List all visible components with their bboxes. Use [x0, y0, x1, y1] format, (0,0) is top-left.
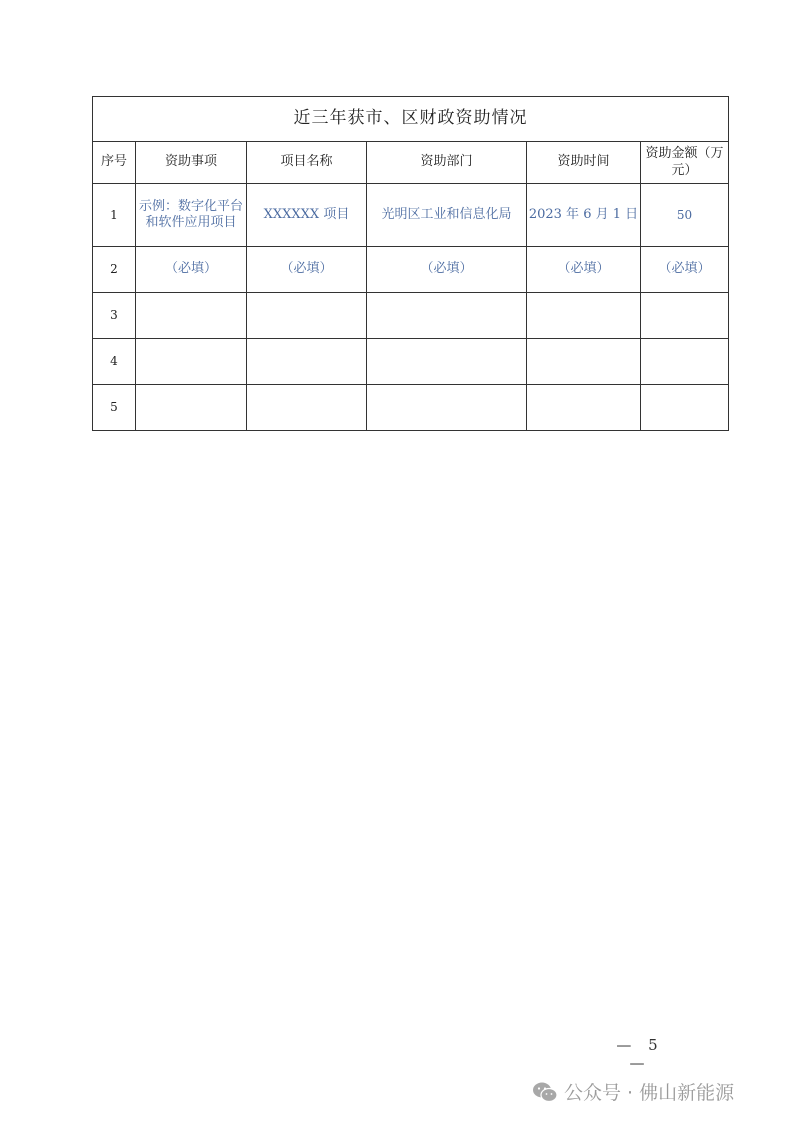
cell-seq: 3: [93, 293, 136, 339]
cell-amount: 50: [641, 184, 729, 247]
cell-seq: 1: [93, 184, 136, 247]
cell-time: （必填）: [527, 247, 641, 293]
cell-project-name: XXXXXX 项目: [247, 184, 367, 247]
cell-project-name[interactable]: [247, 385, 367, 431]
cell-item: （必填）: [136, 247, 247, 293]
cell-item: 示例：数字化平台和软件应用项目: [136, 184, 247, 247]
cell-department[interactable]: [367, 293, 527, 339]
page-number: — 5 —: [616, 1036, 664, 1072]
cell-project-name[interactable]: [247, 339, 367, 385]
header-department: 资助部门: [367, 142, 527, 184]
table-row: [93, 385, 729, 431]
header-amount: 资助金额（万元）: [641, 142, 729, 184]
cell-amount[interactable]: [641, 339, 729, 385]
cell-project-name: （必填）: [247, 247, 367, 293]
cell-amount: （必填）: [641, 247, 729, 293]
header-item: 资助事项: [136, 142, 247, 184]
cell-time[interactable]: [527, 293, 641, 339]
watermark-text: 公众号 · 佛山新能源: [564, 1082, 735, 1104]
cell-project-name[interactable]: [247, 293, 367, 339]
cell-time[interactable]: [527, 385, 641, 431]
table-row: [93, 184, 729, 247]
cell-time: 2023 年 6 月 1 日: [527, 184, 641, 247]
cell-department[interactable]: [367, 385, 527, 431]
table-title: 近三年获市、区财政资助情况: [93, 97, 729, 142]
cell-department[interactable]: [367, 339, 527, 385]
header-seq: 序号: [93, 142, 136, 184]
cell-department: 光明区工业和信息化局: [367, 184, 527, 247]
cell-seq: 2: [93, 247, 136, 293]
cell-amount[interactable]: [641, 293, 729, 339]
cell-seq: 5: [93, 385, 136, 431]
cell-item[interactable]: [136, 293, 247, 339]
table-row: [93, 339, 729, 385]
cell-item[interactable]: [136, 385, 247, 431]
header-project-name: 项目名称: [247, 142, 367, 184]
header-time: 资助时间: [527, 142, 641, 184]
table-row: [93, 293, 729, 339]
cell-amount[interactable]: [641, 385, 729, 431]
cell-department: （必填）: [367, 247, 527, 293]
wechat-icon: [532, 1081, 558, 1103]
cell-seq: 4: [93, 339, 136, 385]
funding-table: [92, 96, 729, 431]
table-row: [93, 247, 729, 293]
watermark: [532, 1078, 734, 1105]
cell-time[interactable]: [527, 339, 641, 385]
cell-item[interactable]: [136, 339, 247, 385]
